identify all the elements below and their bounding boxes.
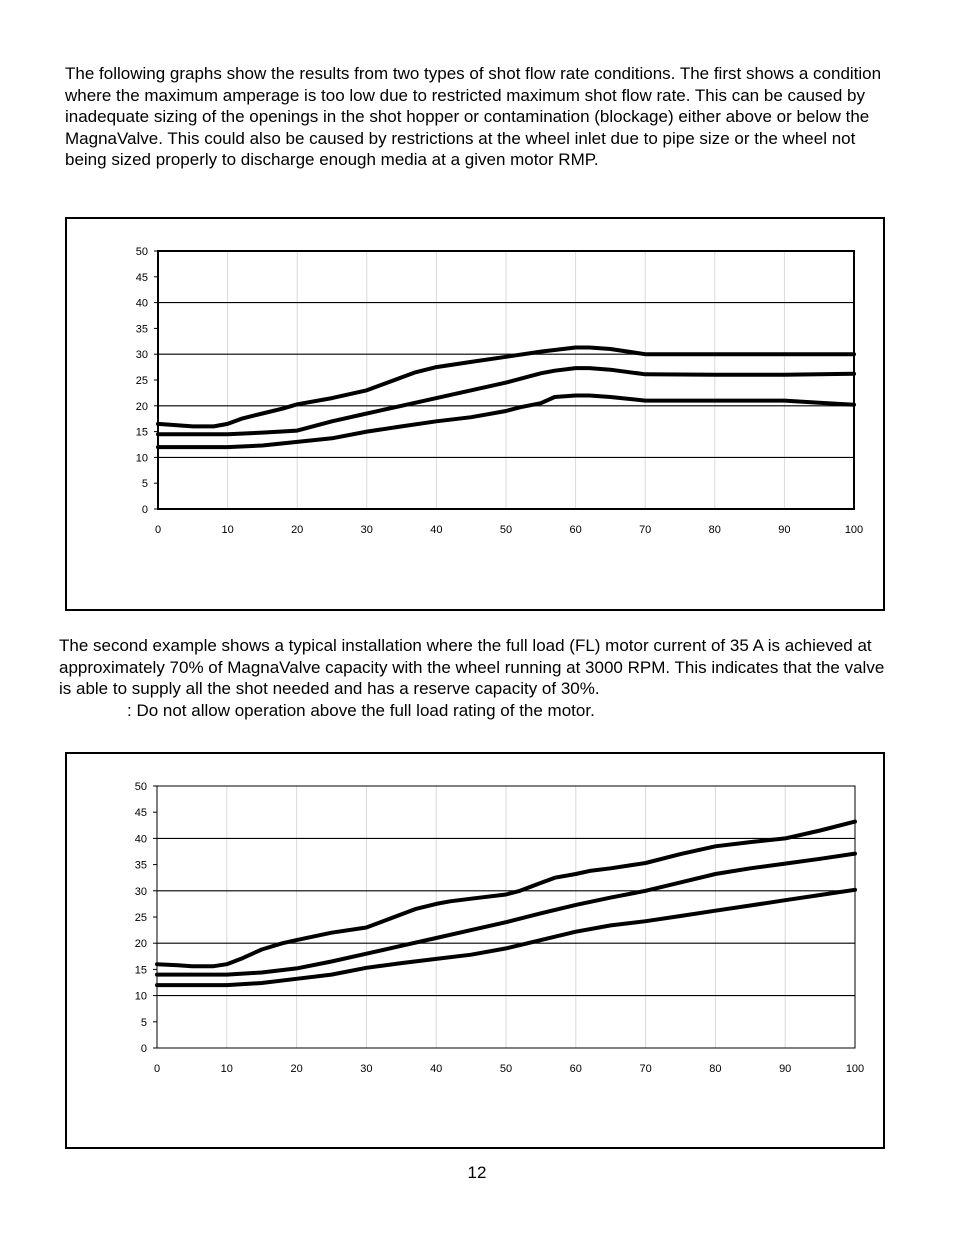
chart1-ytick-label-35: 35: [135, 323, 148, 336]
chart1-xtick-label-20: 20: [291, 524, 304, 536]
chart2-ytick-label-30: 30: [134, 885, 147, 898]
chart1-xtick-label-10: 10: [221, 524, 234, 536]
second-example-paragraph: [59, 635, 894, 721]
chart1-ytick-label-20: 20: [135, 400, 148, 413]
chart1-ytick-label-45: 45: [135, 271, 148, 284]
chart1-ytick-label-30: 30: [135, 349, 148, 362]
chart2-xtick-label-20: 20: [290, 1063, 303, 1075]
chart2-ytick-label-15: 15: [134, 964, 147, 977]
chart1-xtick-label-30: 30: [360, 524, 373, 536]
chart-typical-installation-svg: [67, 754, 883, 1147]
chart1-xtick-label-50: 50: [499, 524, 513, 536]
chart1-ytick-label-5: 5: [141, 478, 148, 491]
chart1-xtick-label-70: 70: [639, 524, 652, 536]
chart2-ytick-label-25: 25: [134, 912, 147, 924]
chart2-ytick-label-5: 5: [140, 1016, 147, 1029]
chart-restricted-flow-svg: [67, 219, 883, 609]
chart1-ytick-label-15: 15: [135, 426, 148, 439]
chart1-xtick-label-80: 80: [708, 524, 721, 536]
chart2-xtick-label-50: 50: [499, 1063, 513, 1075]
chart-typical-installation: [65, 752, 885, 1149]
chart1-xtick-label-90: 90: [778, 524, 791, 536]
second-example-text: The second example shows a typical installation where the full load (FL) motor current of 35 A is achieved at approximately 70% of MagnaValve capacity with the wheel running at 3000 RPM. This indicates that the valve is able to supply all the shot needed and has a reserve capacity of 30%.: [59, 636, 885, 699]
chart2-xtick-label-80: 80: [709, 1063, 722, 1075]
chart2-xtick-label-10: 10: [220, 1063, 233, 1075]
chart2-ytick-label-35: 35: [134, 859, 147, 872]
chart2-grid: [153, 786, 855, 1048]
chart1-ytick-label-40: 40: [135, 297, 148, 310]
chart2-xtick-label-0: 0: [153, 1063, 161, 1075]
chart2-xtick-label-30: 30: [360, 1063, 373, 1075]
chart1-ytick-label-10: 10: [135, 452, 148, 465]
chart2-xtick-label-40: 40: [430, 1063, 443, 1075]
chart2-ytick-label-20: 20: [134, 938, 147, 951]
chart2-ytick-label-40: 40: [134, 833, 147, 846]
chart2-xtick-label-70: 70: [639, 1063, 652, 1075]
chart2-xtick-label-60: 60: [569, 1063, 582, 1075]
chart2-ytick-label-45: 45: [134, 807, 147, 820]
intro-paragraph: The following graphs show the results from two types of shot flow rate conditions. The first shows a condition where the maximum amperage is too low due to restricted maximum shot flow rate. This can be caused by inadequate sizing of the openings in the shot hopper or contamination (blockage) either above or below the MagnaValve. This could also be caused by restrictions at the wheel inlet due to pipe size or the wheel not being sized properly to discharge enough media at a given motor RMP.: [65, 64, 882, 170]
chart1-xtick-label-60: 60: [569, 524, 582, 536]
chart2-ytick-label-0: 0: [140, 1043, 147, 1055]
chart1-xtick-label-0: 0: [154, 524, 162, 536]
chart2-xtick-label-90: 90: [779, 1063, 792, 1075]
note-text: : Do not allow operation above the full load rating of the motor.: [127, 700, 595, 720]
chart2-ytick-label-10: 10: [134, 990, 147, 1003]
chart1-grid: [154, 251, 854, 509]
chart1-xtick-label-40: 40: [430, 524, 443, 536]
chart1-ytick-label-0: 0: [141, 504, 148, 516]
chart2-xtick-label-100: 100: [845, 1063, 865, 1075]
chart2-ytick-label-50: 50: [134, 781, 147, 793]
chart1-ytick-label-25: 25: [135, 375, 148, 387]
chart1-ytick-label-50: 50: [135, 246, 148, 258]
chart1-xtick-label-100: 100: [844, 524, 864, 536]
page-number: 12: [467, 1163, 487, 1182]
chart-restricted-flow: [65, 217, 885, 611]
